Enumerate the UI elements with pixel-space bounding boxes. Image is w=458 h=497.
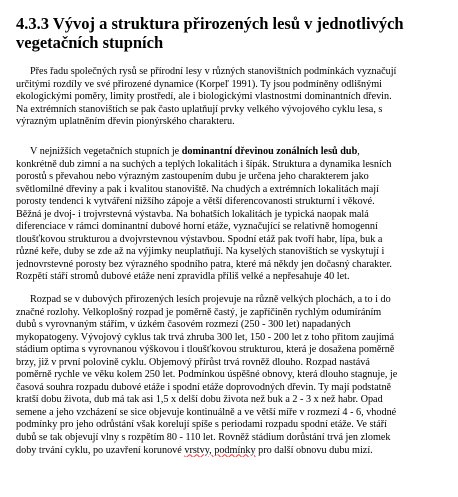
paragraph-2 xyxy=(16,146,440,284)
paragraph-line: Běžná je dvoj- i trojvrstevná výstavba. Na bohatších lokalitách je typická naopak malá xyxy=(16,208,369,220)
emphasis-text: dominantní dřevinou zonálních lesů dub xyxy=(181,146,358,157)
paragraph-line: semene a jeho vzcházení se sice objevuje kontinuálně a ve větší míře v rozmezí 4 - 6, vhodné xyxy=(16,406,397,418)
paragraph-line: diferenciace v rámci dominantní dubové horní etáže, vyznačující se relativně homogenní xyxy=(16,221,378,233)
paragraph-line: výrazným uplatněním dřevin pionýrského charakteru. xyxy=(16,116,235,128)
paragraph-line: kratší dobu života, dub má tak asi 1,5 x delší dobu života než buk a 2 - 3 x než habr. Opad xyxy=(16,394,383,406)
paragraph-line: porosty tendenci k vytváření nižšího zápoje a větší diferencovanosti strukturní i věkové. xyxy=(16,196,375,208)
paragraph-line: poměrně rychle ve věku kolem 250 let. Podmínkou úspěšné obnovy, která dlouho stagnuje, je xyxy=(16,369,398,381)
paragraph-line: mykopatogeny. Vývojový cyklus tak trvá zhruba 300 let, 150 - 200 let z toho přitom zaujímá xyxy=(16,331,394,343)
paragraph-line: doby trvání cyklu, po uzavření korunové vrstvy, podmínky pro další obnovu dubu mizí. xyxy=(16,444,373,456)
paragraph-line: určitými rozdíly ve své přirozené dynamice (Korpeľ 1991). Ty jsou podmíněny odlišnými xyxy=(16,78,382,90)
paragraph-line: podmínky pro jeho odrůstání však korelují spíše s periodami rozpadu spodní etáže. Ve stáří xyxy=(16,419,388,431)
paragraph-line: dubů se tak objevují vlny s rozpětím 80 - 110 let. Rovněž stádium dorůstání trvá jen zlomek xyxy=(16,432,391,444)
paragraph-line: Rozpětí stáří stromů dubové etáže není zpravidla příliš velké a nepřesahuje 40 let. xyxy=(16,271,350,283)
paragraph-line: ekologickými poměry, limity prostředí, ale i biologickými vlastnostmi dominantních dřevin. xyxy=(16,91,392,103)
paragraph-line: různé keře, duby se zde až na výjimky neuplatňují. Na kyselých stanovištích se vyskytují i xyxy=(16,246,385,258)
paragraph-line: brzy, již v první polovině cyklu. Objemový přírůst trvá rovněž dlouho. Rozpad nastává xyxy=(16,356,370,368)
paragraph-line: dubů s vyrovnaným stářím, v úzkém časovém rozmezí (250 - 300 let) napadaných xyxy=(16,319,351,331)
section-heading xyxy=(16,14,446,52)
paragraph-line: Rozpad se v dubových přirozených lesích projevuje na různě velkých plochách, a to i do xyxy=(30,294,391,305)
paragraph-line: světlomilné dřeviny a pak i kvalitou stanoviště. Na chudých a extrémních lokalitách mají xyxy=(16,183,379,195)
section-title: Vývoj a struktura přirozených lesů v jednotlivých vegetačních stupních xyxy=(16,14,404,52)
paragraph-line: Na extrémních stanovištích se pak často uplatňují prvky velkého vývojového cyklu lesa, s xyxy=(16,103,383,115)
paragraph-line: stádium optima s vyrovnanou výškovou i tloušťkovou strukturou, která je dosažena poměrně xyxy=(16,344,395,356)
paragraph-line: značné rozlohy. Velkoplošný rozpad je poměrně častý, je zapříčiněn rychlým odumíráním xyxy=(16,306,382,318)
paragraph-line: konkrétně dub zimní a na suchých a teplých lokalitách i šípák. Struktura a dynamika lesních xyxy=(16,158,392,170)
paragraph-1 xyxy=(16,66,440,129)
paragraph-line: jednovrstevné porosty bez výrazného spodního patra, které má někdy jen dočasný charakter. xyxy=(16,258,392,270)
paragraph-line: Přes řadu společných rysů se přírodní lesy v různých stanovištních podmínkách vyznačují xyxy=(30,66,397,77)
paragraph-line: časová souhra rozpadu dubové etáže i spodní etáže doprovodných dřevin. Ty mají podstatně xyxy=(16,381,392,393)
paragraph-3 xyxy=(16,294,440,457)
paragraph-line: V nejnižších vegetačních stupních je dominantní dřevinou zonálních lesů dub, xyxy=(30,146,360,157)
paragraph-line: tloušťkovou strukturou a dvojvrstevnou výstavbou. Spodní etáž pak tvoří habr, lípa, buk a xyxy=(16,233,383,245)
paragraph-line: porostů s převahou nebo výrazným zastoupením dubu je určena jeho charakterem jako xyxy=(16,171,369,183)
section-number: 4.3.3 xyxy=(16,14,49,33)
spellcheck-word: vrstvy, podmínky xyxy=(184,444,256,456)
